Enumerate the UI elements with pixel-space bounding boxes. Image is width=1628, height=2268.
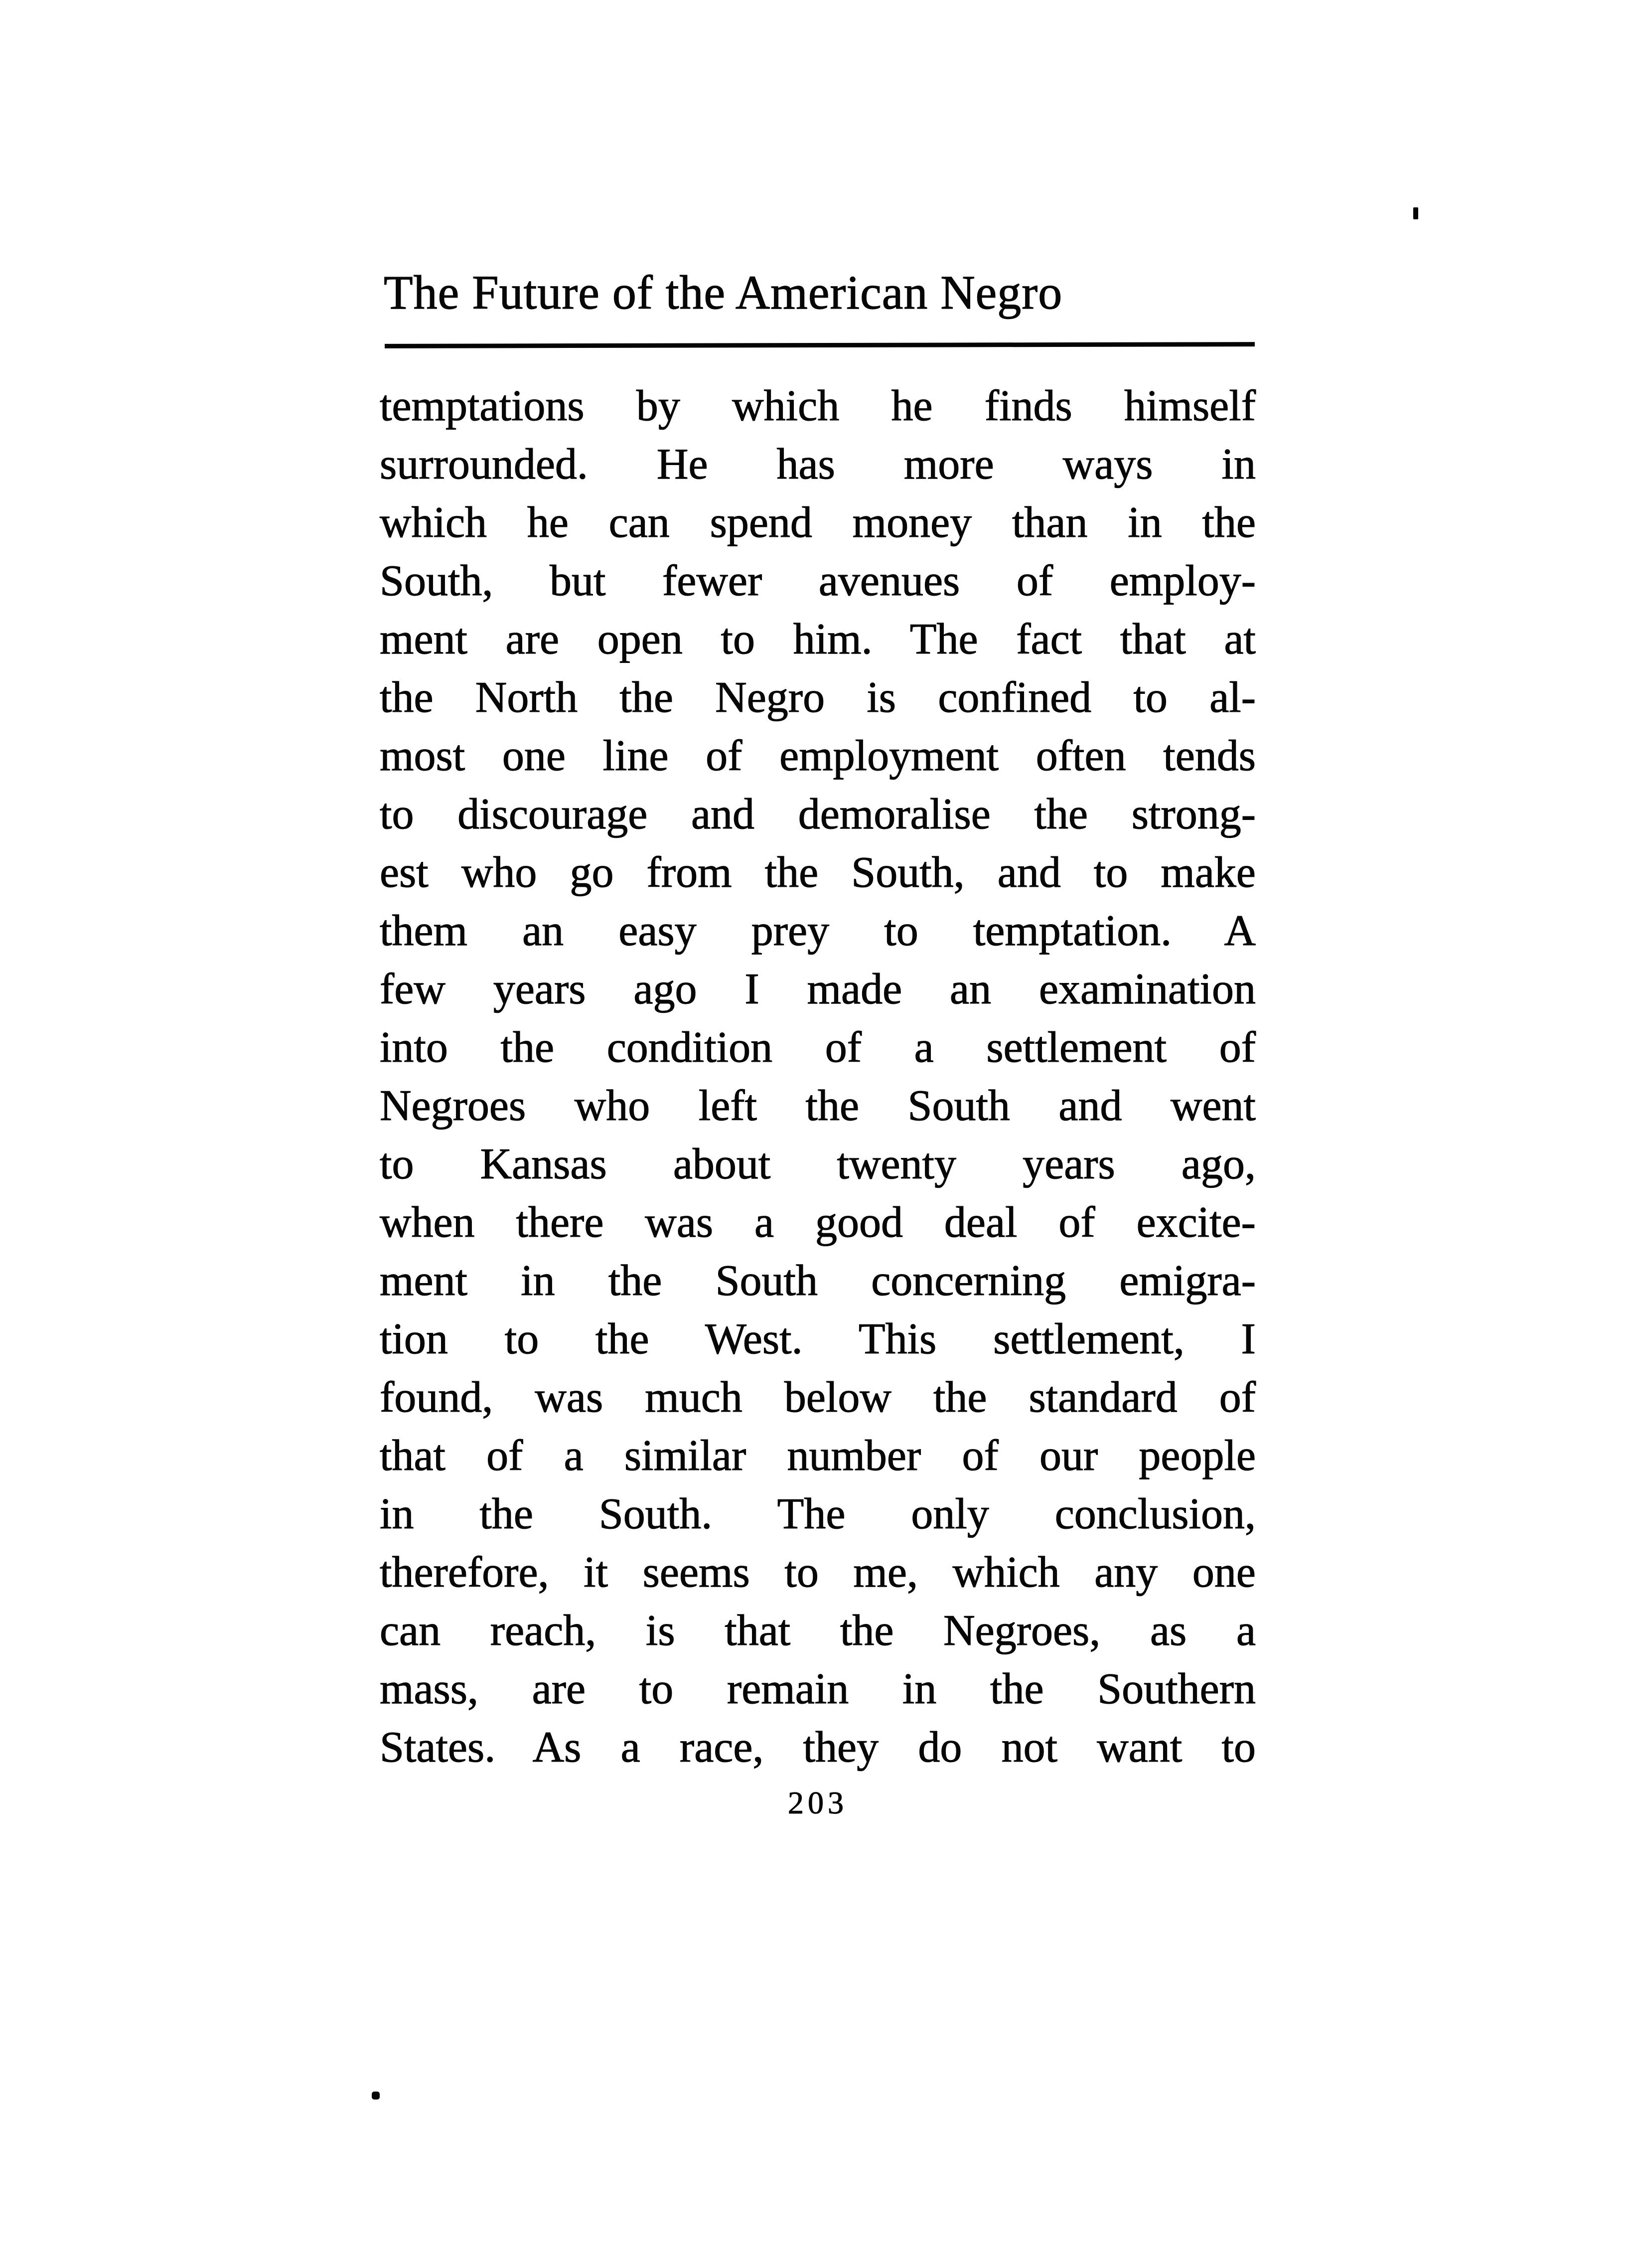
text-line: Negroes who left the South and went [380,1082,1256,1130]
text-line: the North the Negro is confined to al- [380,673,1256,722]
body-text-block [380,377,1256,1777]
text-line: mass, are to remain in the Southern [380,1665,1256,1713]
text-line: to discourage and demoralise the strong- [380,790,1256,838]
text-line: few years ago I made an examination [380,965,1256,1013]
text-line: tion to the West. This settlement, I [380,1315,1256,1363]
text-line: ment in the South concerning emigra- [380,1257,1256,1305]
text-line: therefore, it seems to me, which any one [380,1548,1256,1597]
text-line: ment are open to him. The fact that at [380,615,1256,663]
text-line: est who go from the South, and to make [380,848,1256,897]
text-line: can reach, is that the Negroes, as a [380,1607,1256,1655]
text-line: them an easy prey to temptation. A [380,907,1256,955]
text-line: that of a similar number of our people [380,1432,1256,1480]
text-line: surrounded. He has more ways in [380,440,1256,488]
text-line: when there was a good deal of excite- [380,1198,1256,1247]
text-line: into the condition of a settlement of [380,1023,1256,1072]
running-header-title: The Future of the American Negro [384,266,1063,319]
scan-speck-icon [1413,207,1418,219]
text-line: to Kansas about twenty years ago, [380,1140,1256,1188]
text-line: found, was much below the standard of [380,1373,1256,1422]
text-line: States. As a race, they do not want to [380,1723,1256,1772]
page-number: 203 [788,1785,848,1820]
text-line: in the South. The only conclusion, [380,1490,1256,1538]
text-line: temptations by which he finds himself [380,382,1256,430]
text-line: which he can spend money than in the [380,498,1256,547]
text-line: most one line of employment often tends [380,732,1256,780]
scan-speck-icon [372,2092,380,2100]
text-line: South, but fewer avenues of employ- [380,557,1256,605]
header-rule-divider [385,342,1255,348]
